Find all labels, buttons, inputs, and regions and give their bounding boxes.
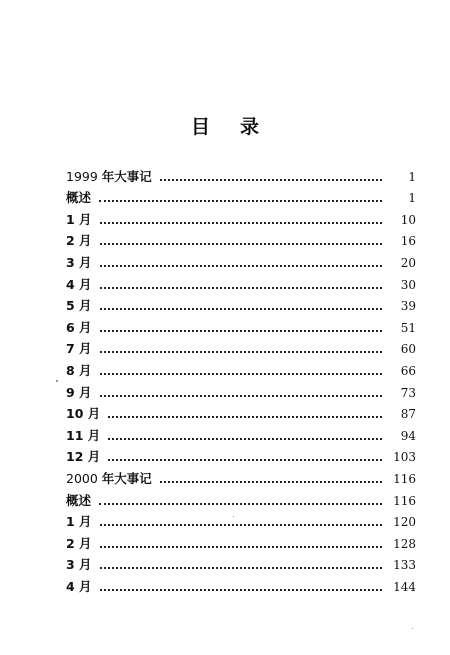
scan-speck — [233, 516, 234, 517]
toc-entry-label: 1 月 — [66, 514, 92, 530]
dot-leader — [108, 459, 382, 461]
toc-entry-page: 30 — [400, 277, 416, 292]
toc-entry-page: 39 — [400, 299, 416, 314]
toc-entry-label: 1 月 — [66, 211, 92, 227]
toc-entry-page: 120 — [393, 515, 416, 530]
toc-entry-page: 128 — [393, 536, 416, 551]
toc-entry-overview-2000[interactable] — [66, 486, 416, 508]
toc-entry-page: 16 — [400, 234, 416, 249]
toc-entry-page: 1 — [408, 191, 416, 206]
toc-entry-page: 103 — [393, 450, 416, 465]
toc-entry-label: 3 月 — [66, 557, 92, 573]
toc-entry-1999-chronicle[interactable] — [66, 162, 416, 184]
dot-leader — [100, 524, 382, 526]
dot-leader — [99, 503, 382, 505]
toc-entry-month[interactable] — [66, 400, 416, 422]
dot-leader — [100, 308, 382, 310]
dot-leader — [100, 567, 382, 569]
toc-entry-label — [66, 472, 156, 486]
toc-year-text: 年大事记 — [101, 470, 152, 486]
title-char-1: 目 — [190, 116, 210, 138]
dot-leader — [100, 373, 382, 375]
toc-entry-overview-1999[interactable] — [66, 184, 416, 206]
toc-entry-page: 66 — [400, 363, 416, 378]
toc-entry-page: 20 — [400, 255, 416, 270]
dot-leader — [100, 330, 382, 332]
dot-leader — [108, 416, 382, 418]
dot-leader — [108, 438, 382, 440]
toc-entry-page: 60 — [400, 342, 416, 357]
toc-entry-month[interactable] — [66, 205, 416, 227]
toc-year-number: 1999 — [66, 168, 98, 184]
toc-entry-month[interactable] — [66, 378, 416, 400]
toc-entry-month[interactable] — [66, 443, 416, 465]
toc-entry-month[interactable] — [66, 572, 416, 594]
toc-entry-page: 94 — [400, 428, 416, 443]
toc-entry-label: 8 月 — [66, 362, 92, 378]
dot-leader — [100, 287, 382, 289]
title-char-2: 录 — [240, 116, 260, 138]
toc-entry-page: 10 — [400, 212, 416, 227]
toc-entry-page: 73 — [400, 385, 416, 400]
page-title — [0, 112, 450, 139]
toc-year-number: 2000 — [66, 470, 98, 486]
toc-entry-label: 5 月 — [66, 298, 92, 314]
toc-entry-page: 116 — [393, 493, 416, 508]
toc-entry-month[interactable] — [66, 335, 416, 357]
toc-entry-page: 1 — [408, 169, 416, 184]
dot-leader — [100, 589, 382, 591]
toc-entry-label: 11 月 — [66, 427, 101, 443]
dot-leader — [100, 395, 382, 397]
toc-entry-month[interactable] — [66, 292, 416, 314]
dot-leader — [100, 243, 382, 245]
toc-year-text: 年大事记 — [101, 168, 152, 184]
toc-entry-page: 144 — [393, 579, 416, 594]
toc-entry-label: 2 月 — [66, 535, 92, 551]
table-of-contents — [66, 162, 416, 594]
toc-entry-month[interactable] — [66, 270, 416, 292]
toc-entry-month[interactable] — [66, 227, 416, 249]
toc-entry-label — [66, 170, 156, 184]
toc-entry-page: 116 — [393, 471, 416, 486]
toc-entry-label: 2 月 — [66, 233, 92, 249]
toc-entry-label: 7 月 — [66, 341, 92, 357]
toc-entry-page: 51 — [400, 320, 416, 335]
toc-entry-month[interactable] — [66, 248, 416, 270]
dot-leader — [160, 179, 382, 181]
toc-entry-page: 87 — [400, 407, 416, 422]
dot-leader — [100, 546, 382, 548]
scan-speck — [56, 380, 58, 382]
toc-entry-label: 9 月 — [66, 384, 92, 400]
dot-leader — [100, 222, 382, 224]
toc-entry-month[interactable] — [66, 529, 416, 551]
toc-entry-label: 4 月 — [66, 578, 92, 594]
toc-entry-month[interactable] — [66, 356, 416, 378]
toc-entry-label: 4 月 — [66, 276, 92, 292]
dot-leader — [160, 481, 382, 483]
toc-entry-label: 6 月 — [66, 319, 92, 335]
toc-entry-month[interactable] — [66, 421, 416, 443]
toc-entry-2000-chronicle[interactable] — [66, 464, 416, 486]
dot-leader — [100, 351, 382, 353]
toc-entry-month[interactable] — [66, 508, 416, 530]
toc-entry-page: 133 — [393, 558, 416, 573]
toc-entry-label: 概述 — [66, 492, 92, 508]
toc-entry-label: 10 月 — [66, 406, 101, 422]
dot-leader — [99, 200, 382, 202]
toc-entry-month[interactable] — [66, 551, 416, 573]
toc-entry-month[interactable] — [66, 313, 416, 335]
toc-entry-label: 3 月 — [66, 254, 92, 270]
toc-entry-label: 概述 — [66, 190, 92, 206]
toc-entry-label: 12 月 — [66, 449, 101, 465]
dot-leader — [100, 265, 382, 267]
scan-speck — [412, 628, 413, 629]
